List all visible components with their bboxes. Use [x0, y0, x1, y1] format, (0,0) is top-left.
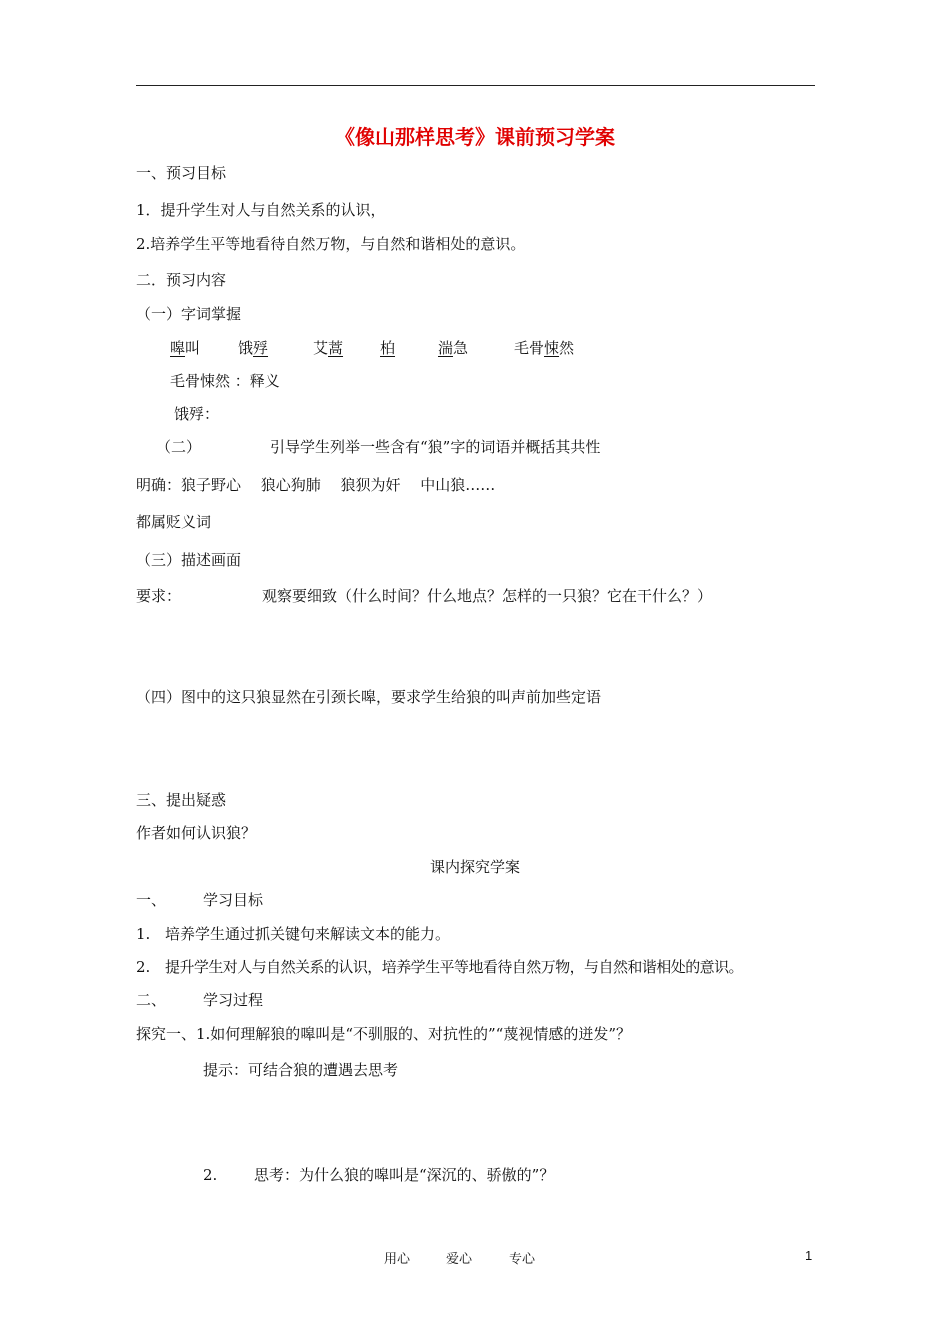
vocab-word-6: 毛骨悚然 — [514, 339, 575, 357]
header-rule — [136, 85, 815, 86]
requirement-label: 要求： — [136, 587, 182, 605]
goal-num: 一、 — [136, 891, 167, 909]
inclass-goal-2-num: 2. — [136, 958, 151, 976]
process-heading: 学习过程 — [203, 991, 264, 1009]
sub3-heading: （三）描述画面 — [136, 551, 242, 569]
sub2-label: （二） — [156, 438, 202, 456]
goal-item-1: 1．提升学生对人与自然关系的认识， — [136, 201, 386, 219]
inclass-goal-1-num: 1. — [136, 925, 151, 943]
section2-heading: 二．预习内容 — [136, 271, 227, 289]
page-number: 1 — [805, 1248, 813, 1263]
goal-item-2: 2.培养学生平等地看待自然万物，与自然和谐相处的意识。 — [136, 235, 526, 253]
explore-question-1: 探究一、1.如何理解狼的嗥叫是“不驯服的、对抗性的”“蔑视情感的迸发”？ — [136, 1025, 631, 1043]
requirement-text: 观察要细致（什么时间？什么地点？怎样的一只狼？它在干什么？） — [262, 587, 713, 605]
footer-text-2: 爱心 — [446, 1252, 473, 1267]
section3-heading: 三、提出疑惑 — [136, 791, 227, 809]
vocab-word-5: 湍急 — [438, 339, 469, 357]
sub1-heading: （一）字词掌握 — [136, 305, 242, 323]
vocab-word-2: 饿殍 — [238, 339, 269, 357]
vocab-word-4: 柏 — [380, 339, 396, 357]
footer-text-3: 专心 — [509, 1252, 536, 1267]
footer-text-1: 用心 — [384, 1252, 411, 1267]
goal-heading: 学习目标 — [203, 891, 264, 909]
section3-question: 作者如何认识狼？ — [136, 824, 257, 842]
vocab-word-1: 嗥叫 — [170, 339, 201, 357]
definition-2: 饿殍： — [174, 405, 220, 423]
process-num: 二、 — [136, 991, 167, 1009]
vocab-word-3: 艾蒿 — [313, 339, 344, 357]
inclass-title: 课内探究学案 — [429, 858, 520, 876]
page-title: 《像山那样思考》课前预习学案 — [335, 125, 615, 149]
inclass-goal-1: 培养学生通过抓关键句来解读文本的能力。 — [165, 925, 451, 943]
inclass-goal-2: 提升学生对人与自然关系的认识，培养学生平等地看待自然万物，与自然和谐相处的意识。 — [165, 958, 744, 976]
clarify-line: 明确：狼子野心 狼心狗肺 狼狈为奸 中山狼…… — [136, 476, 496, 494]
sub4-text: （四）图中的这只狼显然在引颈长嗥，要求学生给狼的叫声前加些定语 — [136, 688, 602, 706]
explore-question-2-num: 2. — [203, 1166, 218, 1184]
hint-line: 提示：可结合狼的遭遇去思考 — [203, 1061, 399, 1079]
explore-question-2: 思考：为什么狼的嗥叫是“深沉的、骄傲的”？ — [254, 1166, 555, 1184]
sub2-text: 引导学生列举一些含有“狼”字的词语并概括其共性 — [270, 438, 601, 456]
derogatory-line: 都属贬义词 — [136, 513, 212, 531]
definition-1: 毛骨悚然 ：释义 — [170, 372, 280, 390]
section1-heading: 一、预习目标 — [136, 164, 227, 182]
